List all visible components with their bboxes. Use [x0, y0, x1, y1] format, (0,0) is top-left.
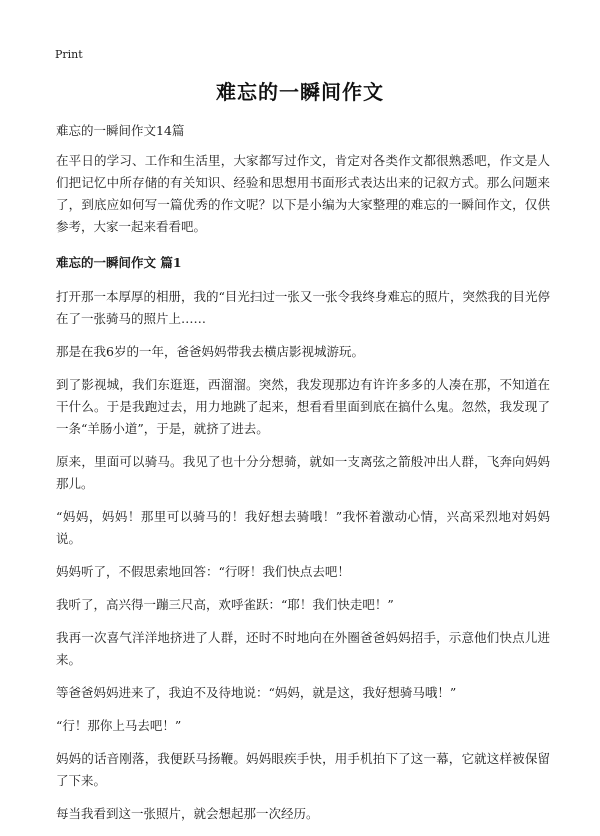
paragraph: “妈妈，妈妈！那里可以骑马的！我好想去骑哦！”我怀着激动心情，兴高采烈地对妈妈说。 [56, 509, 550, 546]
paragraph: 那是在我6岁的一年，爸爸妈妈带我去横店影视城游玩。 [56, 344, 364, 359]
article-subtitle: 难忘的一瞬间作文14篇 [56, 123, 185, 138]
intro-paragraph: 在平日的学习、工作和生活里，大家都写过作文，肯定对各类作文都很熟悉吧，作文是人们把记忆中所存储的有关知识、经验和思想用书面形式表达出来的记叙方式。那么问题来了，到底应如何写一篇优秀的作文呢？以下是小编为大家整理的难忘的一瞬间作文，仅供参考，大家一起来看看吧。 [56, 153, 550, 234]
page-title: 难忘的一瞬间作文 [216, 80, 384, 104]
paragraph: 原来，里面可以骑马。我见了也十分分想骑，就如一支离弦之箭般冲出人群，飞奔向妈妈那儿。 [56, 454, 550, 491]
paragraph: 妈妈听了，不假思索地回答：“行呀！我们快点去吧！ [56, 564, 350, 579]
paragraph: 每当我看到这一张照片，就会想起那一次经历。 [56, 806, 319, 821]
paragraph: 我再一次喜气洋洋地挤进了人群，还时不时地向在外圈爸爸妈妈招手，示意他们快点儿进来。 [56, 630, 550, 667]
paragraph: 等爸爸妈妈进来了，我迫不及待地说：“妈妈，就是这，我好想骑马哦！” [56, 685, 457, 700]
print-label: Print [55, 48, 83, 61]
paragraph: 妈妈的话音刚落，我便跃马扬鞭。妈妈眼疾手快，用手机拍下了这一幕，它就这样被保留了下来。 [56, 751, 550, 788]
paragraph: 我听了，高兴得一蹦三尺高，欢呼雀跃：“耶！我们快走吧！” [56, 597, 394, 612]
paragraph: “行！那你上马去吧！” [56, 718, 182, 733]
paragraph: 到了影视城，我们东逛逛，西溜溜。突然，我发现那边有许许多多的人凑在那，不知道在干什么。于是我跑过去，用力地跳了起来，想看看里面到底在搞什么鬼。忽然，我发现了一条“羊肠小道”，于是，就挤了进去。 [56, 377, 550, 436]
paragraph: 打开那一本厚厚的相册，我的“目光扫过一张又一张令我终身难忘的照片，突然我的目光停在了一张骑马的照片上…… [56, 289, 550, 326]
section-heading: 难忘的一瞬间作文 篇1 [56, 255, 182, 270]
article-body [56, 120, 550, 836]
